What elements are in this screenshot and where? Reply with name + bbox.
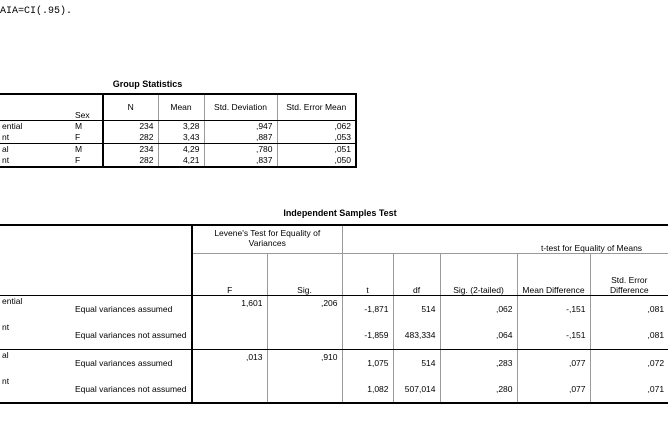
assumption-label: Equal variances not assumed xyxy=(71,322,192,349)
row-label: al xyxy=(2,144,9,154)
cell-sex: F xyxy=(71,132,103,144)
row-label: ential xyxy=(2,295,23,306)
col-std-error-mean: Std. Error Mean xyxy=(277,94,356,120)
col-sex: Sex xyxy=(71,94,103,120)
col-sig: Sig. xyxy=(267,253,342,295)
col-sig-2-tailed: Sig. (2-tailed) xyxy=(440,253,517,295)
table-row: nt Equal variances not assumed -1,859 483,334 ,064 -,151 ,081 xyxy=(0,322,668,349)
ind-test-title: Independent Samples Test xyxy=(283,208,397,218)
cell-sex: M xyxy=(75,144,83,154)
row-label: nt xyxy=(0,132,71,144)
table-row: nt Equal variances not assumed 1,082 507,014 ,280 ,077 ,071 xyxy=(0,376,668,403)
col-std-error-difference: Std. Error Difference xyxy=(590,253,668,295)
col-df: df xyxy=(393,253,440,295)
syntax-line: AIA=CI(.95). xyxy=(0,6,73,17)
cell-sex: M xyxy=(75,121,83,131)
table-row: al M 234 4,29 ,780 ,051 xyxy=(0,143,356,155)
col-f: F xyxy=(192,253,267,295)
table-row: al Equal variances assumed ,013 ,910 1,075 514 ,283 ,077 ,072 xyxy=(0,349,668,376)
group-stats-title: Group Statistics xyxy=(112,79,183,89)
row-label: nt xyxy=(0,322,71,349)
levene-header: Levene's Test for Equality of Variances xyxy=(192,225,342,253)
table-row: ential M 234 3,28 ,947 ,062 xyxy=(0,120,356,132)
row-label: nt xyxy=(0,155,71,167)
row-label: nt xyxy=(0,376,71,403)
table-row: ential Equal variances assumed 1,601 ,206 -1,871 514 ,062 -,151 ,081 xyxy=(0,295,668,322)
col-n: N xyxy=(103,94,158,120)
assumption-label: Equal variances not assumed xyxy=(71,376,192,403)
cell-sex: F xyxy=(71,155,103,167)
row-label: ential xyxy=(2,121,23,131)
assumption-label: Equal variances assumed xyxy=(75,357,173,368)
col-mean-difference: Mean Difference xyxy=(517,253,590,295)
group-stats-table xyxy=(0,93,357,168)
table-row: nt F 282 3,43 ,887 ,053 xyxy=(0,132,356,144)
ind-samples-table xyxy=(0,224,668,404)
table-row: nt F 282 4,21 ,837 ,050 xyxy=(0,155,356,167)
row-label: al xyxy=(2,349,9,360)
ttest-header: t-test for Equality of Means xyxy=(342,225,668,253)
assumption-label: Equal variances assumed xyxy=(75,303,173,314)
col-mean: Mean xyxy=(158,94,204,120)
col-std-deviation: Std. Deviation xyxy=(204,94,277,120)
col-t: t xyxy=(342,253,393,295)
